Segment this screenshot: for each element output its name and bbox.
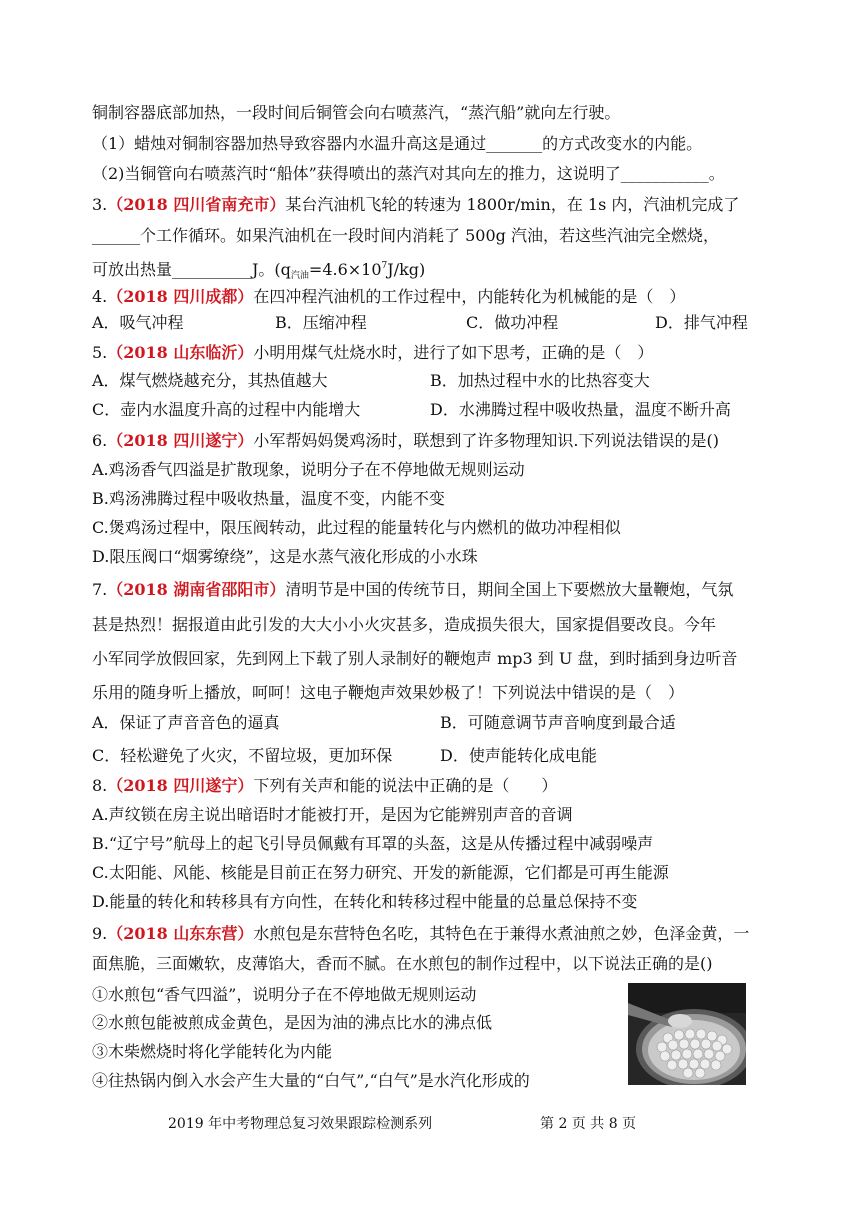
- question-source: （2018 山东东营）: [107, 924, 254, 943]
- option-d: D．水沸腾过程中吸收热量，温度不断升高: [430, 400, 731, 419]
- question-5: [92, 343, 653, 363]
- text-line: 面焦脆，三面嫩软，皮薄馅大，香而不腻。在水煎包的制作过程中，以下说法正确的是(): [92, 954, 713, 973]
- option-b: B.鸡汤沸腾过程中吸收热量，温度不变，内能不变: [92, 489, 445, 508]
- question-6: [92, 431, 719, 451]
- question-number: 6.: [92, 431, 108, 450]
- text-line: （1）蜡烛对铜制容器加热导致容器内水温升高这是通过_______的方式改变水的内能。: [92, 134, 703, 153]
- statement-1: ①水煎包“香气四溢”，说明分子在不停地做无规则运动: [92, 985, 477, 1004]
- question-3: [92, 195, 739, 215]
- question-number: 8.: [92, 776, 108, 795]
- option-d: D．使声能转化成电能: [440, 746, 597, 765]
- text-line: 甚是热烈！据报道由此引发的大大小小火灾甚多，造成损失很大，国家提倡要改良。今年: [92, 615, 717, 634]
- text-line: （2)当铜管向右喷蒸汽时“船体”获得喷出的蒸汽对其向左的推力，这说明了___________。: [92, 164, 725, 183]
- formula-subscript: 汽油: [290, 271, 309, 281]
- text-line: [92, 256, 425, 286]
- question-source: （2018 四川成都）: [107, 287, 254, 306]
- text-line: 铜制容器底部加热，一段时间后铜管会向右喷蒸汽，“蒸汽船”就向左行驶。: [92, 103, 621, 122]
- option-b: B．压缩冲程: [275, 313, 367, 332]
- question-text: 小明用煤气灶烧水时，进行了如下思考，正确的是（ ）: [253, 343, 654, 362]
- text-line: 乐用的随身听上播放，呵呵！这电子鞭炮声效果妙极了！下列说法中错误的是（ ）: [92, 683, 685, 702]
- question-text: 水煎包是东营特色名吃，其特色在于兼得水煮油煎之妙，色泽金黄，一: [253, 924, 750, 943]
- question-text: 下列有关声和能的说法中正确的是（ ）: [253, 776, 558, 795]
- option-b: B.“辽宁号”航母上的起飞引导员佩戴有耳罩的头盔，这是从传播过程中减弱噪声: [92, 834, 654, 853]
- question-number: 7.: [92, 580, 108, 599]
- option-c: C.煲鸡汤过程中，限压阀转动，此过程的能量转化与内燃机的做功冲程相似: [92, 518, 621, 537]
- shuijianbao-photo: [628, 983, 746, 1085]
- shuijianbao-illustration: [628, 983, 746, 1085]
- question-source: （2018 四川遂宁）: [107, 431, 254, 450]
- option-b: B．可随意调节声音响度到最合适: [440, 713, 676, 732]
- question-9: [92, 924, 749, 944]
- option-c: C．轻松避免了火灾，不留垃圾，更加环保: [92, 746, 393, 765]
- footer-series-title: 2019 年中考物理总复习效果跟踪检测系列: [168, 1116, 433, 1132]
- text-line: ______个工作循环。如果汽油机在一段时间内消耗了 500g 汽油，若这些汽油完全燃烧，: [92, 226, 719, 245]
- formula-part: =4.6×10: [308, 260, 382, 279]
- option-b: B．加热过程中水的比热容变大: [430, 371, 650, 390]
- question-text: 在四冲程汽油机的工作过程中，内能转化为机械能的是（ ）: [253, 287, 686, 306]
- question-8: [92, 776, 557, 796]
- question-4: [92, 287, 685, 307]
- option-a: A.声纹锁在房主说出暗语时才能被打开，是因为它能辨别声音的音调: [92, 805, 573, 824]
- question-number: 5.: [92, 343, 108, 362]
- question-number: 9.: [92, 924, 108, 943]
- formula-superscript: 7: [381, 261, 388, 271]
- option-a: A．煤气燃烧越充分，其热值越大: [92, 371, 328, 390]
- text-line: 小军同学放假回家，先到网上下载了别人录制好的鞭炮声 mp3 到 U 盘，到时插到身边听音: [92, 649, 738, 668]
- option-a: A．吸气冲程: [92, 313, 184, 332]
- option-c: C．做功冲程: [466, 313, 559, 332]
- statement-4: ④往热锅内倒入水会产生大量的“白气”,“白气”是水汽化形成的: [92, 1071, 530, 1090]
- question-source: （2018 四川省南充市）: [107, 195, 286, 214]
- question-number: 4.: [92, 287, 108, 306]
- question-text: 小军帮妈妈煲鸡汤时，联想到了许多物理知识.下列说法错误的是(): [253, 431, 719, 450]
- formula-part: 可放出热量__________J。(q: [92, 260, 291, 279]
- question-text: 某台汽油机飞轮的转速为 1800r/min，在 1s 内，汽油机完成了: [285, 195, 740, 214]
- question-text: 清明节是中国的传统节日，期间全国上下要燃放大量鞭炮，气氛: [285, 580, 734, 599]
- option-d: D．排气冲程: [655, 313, 748, 332]
- option-c: C.太阳能、风能、核能是目前正在努力研究、开发的新能源，它们都是可再生能源: [92, 863, 669, 882]
- question-number: 3.: [92, 195, 108, 214]
- option-d: D.能量的转化和转移具有方向性，在转化和转移过程中能量的总量总保持不变: [92, 892, 638, 911]
- option-a: A.鸡汤香气四溢是扩散现象，说明分子在不停地做无规则运动: [92, 460, 525, 479]
- statement-3: ③木柴燃烧时将化学能转化为内能: [92, 1042, 333, 1061]
- footer-page-number: 第 2 页 共 8 页: [540, 1116, 637, 1132]
- question-source: （2018 山东临沂）: [107, 343, 254, 362]
- option-d: D.限压阀口“烟雾缭绕”，这是水蒸气液化形成的小水珠: [92, 547, 478, 566]
- statement-2: ②水煎包能被煎成金黄色，是因为油的沸点比水的沸点低: [92, 1013, 493, 1032]
- formula-part: J/kg): [387, 260, 426, 279]
- option-c: C．壶内水温度升高的过程中内能增大: [92, 400, 361, 419]
- option-a: A．保证了声音音色的逼真: [92, 713, 280, 732]
- question-7: [92, 580, 733, 600]
- question-source: （2018 湖南省邵阳市）: [107, 580, 286, 599]
- question-source: （2018 四川遂宁）: [107, 776, 254, 795]
